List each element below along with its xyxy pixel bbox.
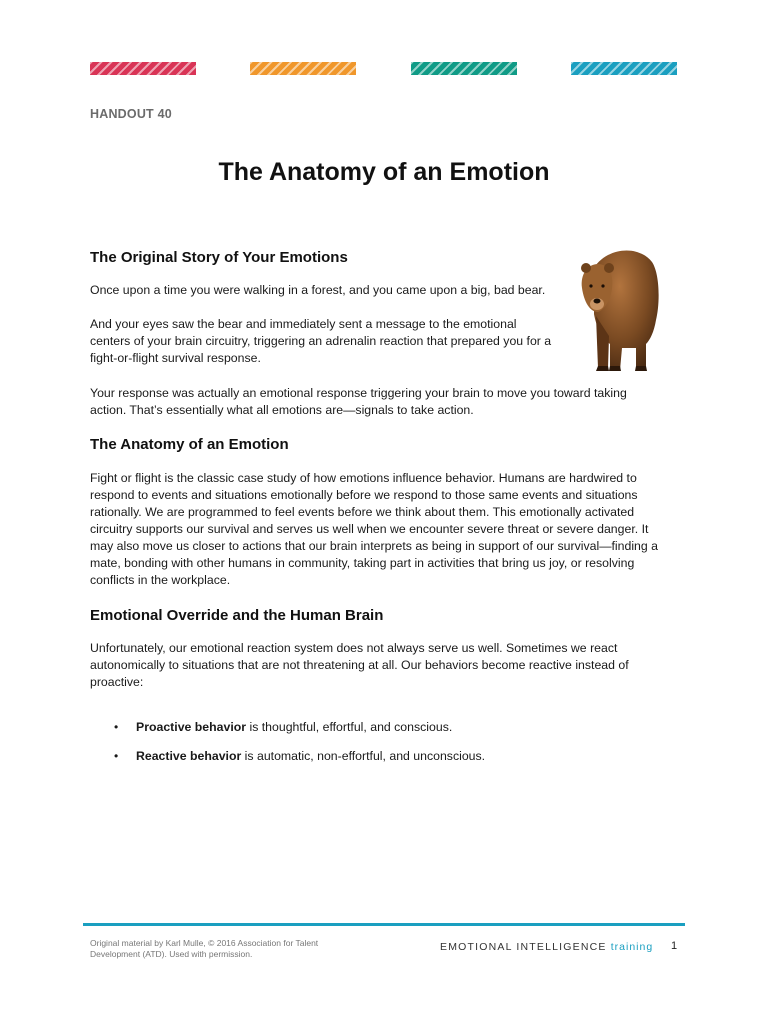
text-line: may also move us closer to actions that our brain interprets as being in support of our survival—finding a xyxy=(90,539,658,553)
paragraph-response xyxy=(90,385,690,419)
text-line: Original material by Karl Mulle, © 2016 Association for Talent xyxy=(90,938,319,948)
section-heading-anatomy: The Anatomy of an Emotion xyxy=(90,436,289,453)
text-line: Your response was actually an emotional response triggering your brain to move you toward taking xyxy=(90,386,627,400)
text-line: centers of your brain circuitry, triggering an adrenalin reaction that prepared you for a xyxy=(90,334,552,348)
bullet-text: is thoughtful, effortful, and conscious. xyxy=(246,720,453,734)
handout-label: HANDOUT 40 xyxy=(90,107,172,121)
brand-suffix: training xyxy=(610,941,654,953)
page-number: 1 xyxy=(671,940,678,952)
text-line: rationally. We are programmed to feel events before we think about them. This emotionally activated xyxy=(90,505,635,519)
text-line: fight-or-flight survival response. xyxy=(90,351,261,365)
bullet-icon: • xyxy=(114,749,119,763)
bear-image xyxy=(576,240,660,376)
text-line: Development (ATD). Used with permission. xyxy=(90,949,253,959)
behavior-list xyxy=(112,719,696,777)
paragraph-fight-or-flight xyxy=(90,470,690,589)
stripe-red xyxy=(90,62,196,75)
text-line: respond to events and situations emotionally before we respond to those same events and situations xyxy=(90,488,638,502)
paragraph-forest: Once upon a time you were walking in a forest, and you came upon a big, bad bear. xyxy=(90,283,546,297)
footer-credit xyxy=(90,938,360,960)
list-item xyxy=(112,719,696,736)
paragraph-unfortunately xyxy=(90,640,690,691)
text-line: And your eyes saw the bear and immediately sent a message to the emotional xyxy=(90,317,517,331)
text-line: Unfortunately, our emotional reaction system does not always serve us well. Sometimes we react xyxy=(90,641,618,655)
list-item xyxy=(112,748,696,765)
text-line: autonomically to situations that are not threatening at all. Our behaviors become reactive instead of xyxy=(90,658,629,672)
bullet-icon: • xyxy=(114,720,119,734)
text-line: Fight or flight is the classic case study of how emotions influence behavior. Humans are hardwired to xyxy=(90,471,637,485)
stripe-blue xyxy=(571,62,677,75)
text-line: conflicts in the workplace. xyxy=(90,573,231,587)
text-line: mate, bonding with other humans in community, taking part in activities that bring us joy, or resolving xyxy=(90,556,635,570)
footer-brand xyxy=(440,941,653,953)
brand-text: EMOTIONAL INTELLIGENCE xyxy=(440,941,607,953)
text-line: action. That’s essentially what all emotions are—signals to take action. xyxy=(90,403,474,417)
text-line: circuitry supports our survival and serves us well when we encounter severe threat or severe danger. It xyxy=(90,522,649,536)
page-title: The Anatomy of an Emotion xyxy=(218,158,550,186)
paragraph-eyes xyxy=(90,316,570,367)
footer-divider xyxy=(83,923,685,926)
bullet-term: Reactive behavior xyxy=(136,749,242,763)
section-heading-original-story: The Original Story of Your Emotions xyxy=(90,249,348,266)
bullet-term: Proactive behavior xyxy=(136,720,247,734)
stripe-orange xyxy=(250,62,356,75)
section-heading-emotional-override: Emotional Override and the Human Brain xyxy=(90,607,384,624)
bullet-text: is automatic, non-effortful, and unconscious. xyxy=(241,749,486,763)
stripe-green xyxy=(411,62,517,75)
text-line: proactive: xyxy=(90,675,144,689)
